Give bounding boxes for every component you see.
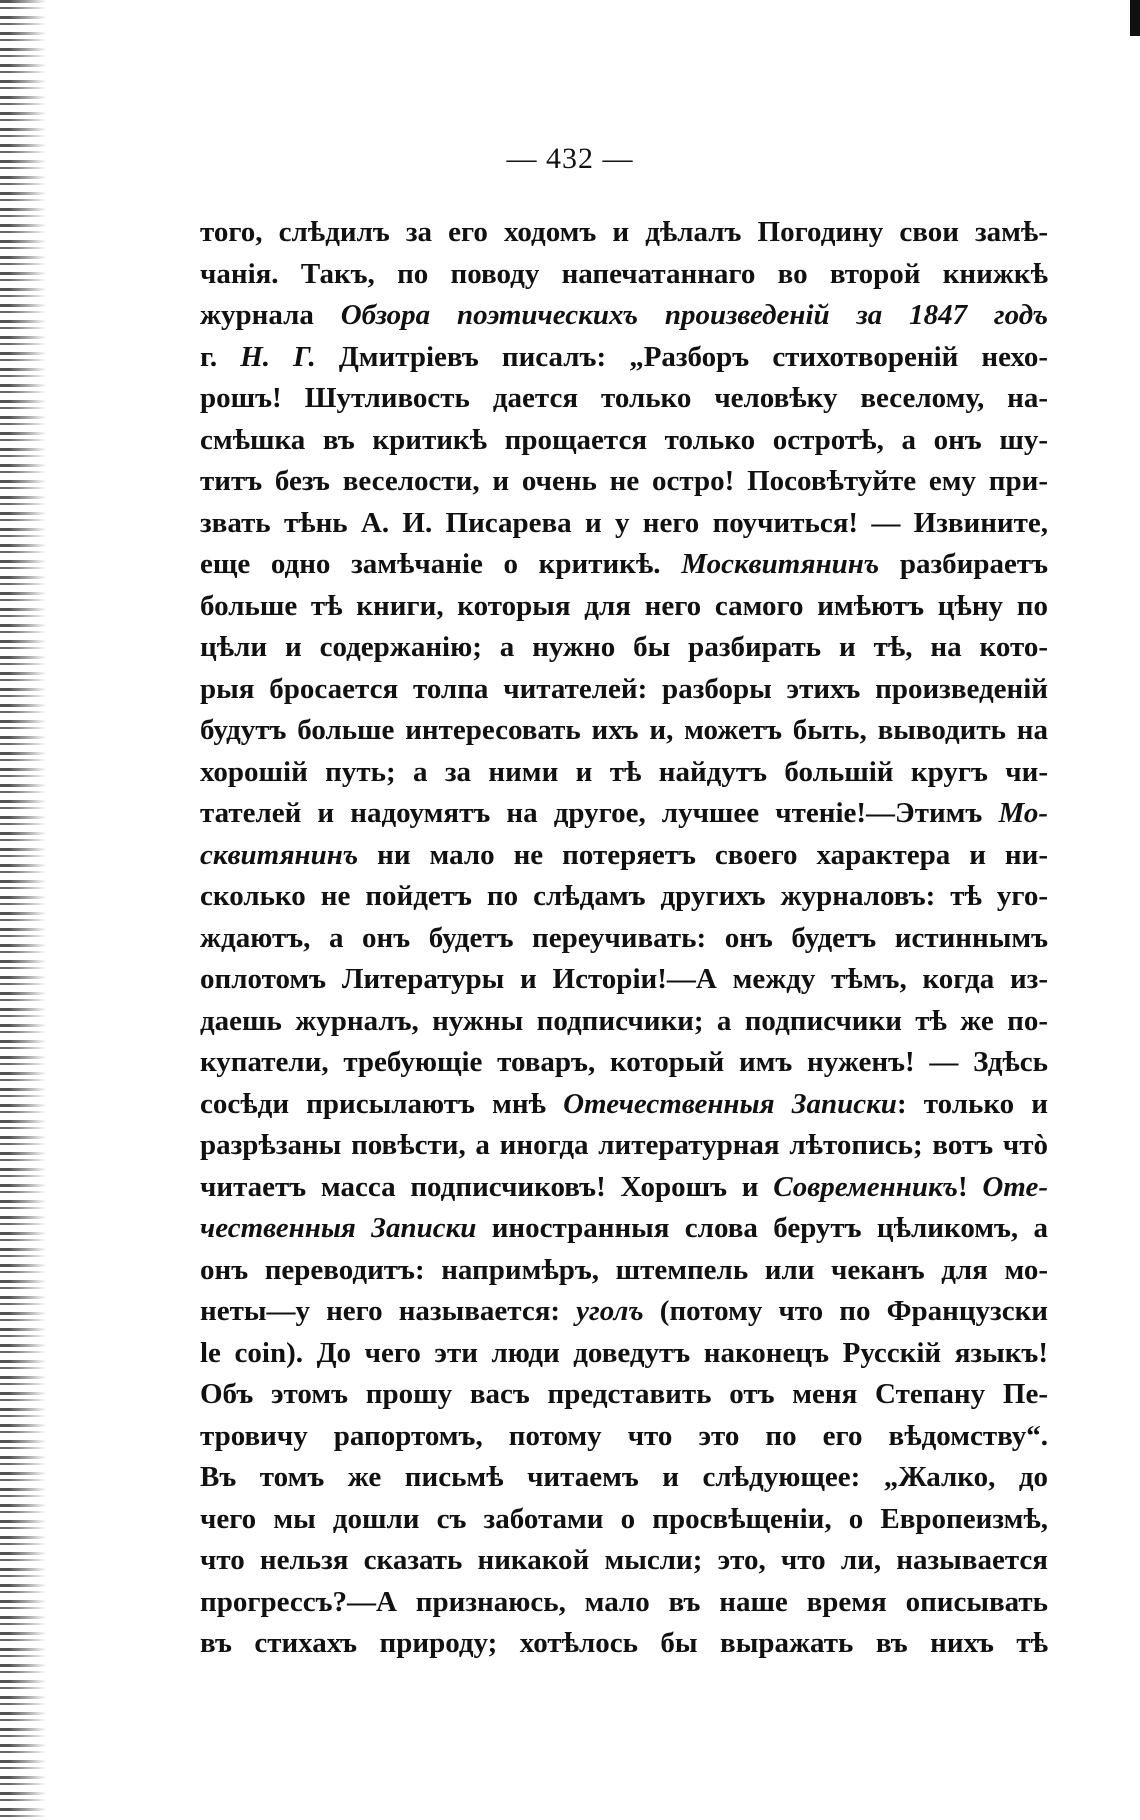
text-line [200, 959, 1048, 1001]
text-run: даешь журналъ, нужны подписчики; а подписчики тѣ же по- [200, 1004, 1048, 1037]
text-line [200, 876, 1048, 918]
text-run: что нельзя сказать никакой мысли; это, что ли, называется [200, 1544, 1048, 1576]
text-line [200, 918, 1048, 960]
scan-corner-mark [1130, 0, 1140, 36]
text-line [200, 1333, 1048, 1375]
text-run: смѣшка въ критикѣ прощается только остротѣ, а онъ шу- [200, 423, 1048, 456]
text-run: (потому что по Французски [643, 1295, 1048, 1327]
text-line [200, 1001, 1048, 1043]
text-line [200, 752, 1048, 794]
italic-run: чественныя Записки [200, 1212, 477, 1244]
text-run: купатели, требующіе товаръ, который имъ нуженъ! — Здѣсь [200, 1046, 1048, 1078]
text-run: хорошій путь; а за ними и тѣ найдутъ большій кругъ чи- [200, 755, 1048, 788]
italic-run: Н. Г. [240, 340, 316, 373]
text-run: рыя бросается толпа читателей: разборы этихъ произведеній [200, 672, 1048, 705]
text-line [200, 1125, 1048, 1167]
text-line [200, 1499, 1048, 1541]
text-line [200, 503, 1048, 545]
text-line [200, 1250, 1048, 1292]
text-run: : только и [896, 1087, 1048, 1120]
scan-binding-edge [0, 0, 46, 1820]
italic-run: Мо- [998, 797, 1048, 829]
text-line [200, 669, 1048, 711]
text-line [200, 378, 1048, 420]
text-line [200, 1042, 1048, 1084]
text-line [200, 212, 1048, 254]
italic-run: Обзора поэтическихъ произведеній за 1847 годъ [340, 299, 1048, 331]
italic-run: сквитянинъ [200, 838, 359, 871]
text-run: сосѣди присылаютъ мнѣ [200, 1087, 564, 1120]
text-run: разбираетъ [879, 548, 1048, 580]
text-run: тателей и надоумятъ на другое, лучшее чтеніе!—Этимъ [200, 797, 999, 829]
text-run: ждаютъ, а онъ будетъ переучивать: онъ будетъ истиннымъ [200, 921, 1048, 954]
text-line [200, 1208, 1048, 1250]
text-run: читаетъ масса подписчиковъ! Хорошъ и [200, 1170, 774, 1203]
italic-run: Современникъ [773, 1170, 958, 1203]
text-line [200, 254, 1048, 296]
text-run: иностранныя слова берутъ цѣликомъ, а [476, 1212, 1048, 1244]
italic-run: Москвитянинъ [681, 548, 880, 580]
italic-run: Отечественныя Записки [563, 1087, 897, 1120]
text-run: ни мало не потеряетъ своего характера и ни- [358, 838, 1048, 871]
text-run: г. [200, 340, 241, 373]
text-line [200, 337, 1048, 379]
text-line [200, 1374, 1048, 1416]
text-line [200, 461, 1048, 503]
text-run: будутъ больше интересовать ихъ и, можетъ быть, выводить на [200, 714, 1048, 746]
text-run: чего мы дошли съ заботами о просвѣщеніи, о Европеизмѣ, [200, 1502, 1048, 1535]
text-run: тровичу рапортомъ, потому что это по его вѣдомству“. [200, 1419, 1048, 1452]
text-line [200, 710, 1048, 752]
text-line [200, 1623, 1048, 1665]
page-number: — 432 — [506, 142, 634, 175]
text-line [200, 1291, 1048, 1333]
text-run: чанія. Такъ, по поводу напечатаннаго во второй книжкѣ [200, 257, 1048, 290]
text-line [200, 1582, 1048, 1624]
text-line [200, 627, 1048, 669]
text-run: ! [957, 1170, 983, 1203]
text-line [200, 1416, 1048, 1458]
text-run: Объ этомъ прошу васъ представить отъ меня Степану Пе- [200, 1378, 1048, 1410]
text-run: еще одно замѣчаніе о критикѣ. [200, 548, 682, 580]
text-run: Въ томъ же письмѣ читаемъ и слѣдующее: „Жалко, до [200, 1461, 1048, 1493]
text-line [200, 544, 1048, 586]
text-run: журнала [200, 299, 341, 331]
text-line [200, 1540, 1048, 1582]
text-line [200, 586, 1048, 628]
text-run: неты—у него называется: [200, 1295, 577, 1327]
text-line [200, 1167, 1048, 1209]
text-run: титъ безъ веселости, и очень не остро! Посовѣтуйте ему при- [200, 465, 1048, 497]
italic-run: Оте- [982, 1170, 1048, 1203]
text-line [200, 295, 1048, 337]
text-line [200, 1457, 1048, 1499]
text-run: рошъ! Шутливость дается только человѣку веселому, на- [200, 382, 1048, 414]
text-run: сколько не пойдетъ по слѣдамъ другихъ журналовъ: тѣ уго- [200, 880, 1048, 912]
text-run: оплотомъ Литературы и Исторіи!—А между тѣмъ, когда из- [200, 963, 1048, 995]
text-run: того, слѣдилъ за его ходомъ и дѣлалъ Погодину свои замѣ- [200, 216, 1048, 248]
text-line [200, 835, 1048, 877]
text-run: звать тѣнь А. И. Писарева и у него поучиться! — Извините, [200, 506, 1048, 539]
body-text [200, 212, 1048, 1665]
text-run: онъ переводитъ: напримѣръ, штемпель или чеканъ для мо- [200, 1253, 1048, 1286]
text-run: въ стихахъ природу; хотѣлось бы выражать въ нихъ тѣ [200, 1627, 1048, 1659]
text-line [200, 793, 1048, 835]
text-line [200, 420, 1048, 462]
text-run: Дмитріевъ писалъ: „Разборъ стихотвореній нехо- [315, 340, 1048, 373]
text-run: le coin). До чего эти люди доведутъ наконецъ Русскій языкъ! [200, 1336, 1048, 1369]
text-run: прогрессъ?—А признаюсь, мало въ наше время описывать [200, 1585, 1048, 1618]
text-line [200, 1084, 1048, 1126]
text-run: цѣли и содержанію; а нужно бы разбирать и тѣ, на кото- [200, 631, 1048, 663]
text-run: разрѣзаны повѣсти, а иногда литературная лѣтопись; вотъ чтò [200, 1129, 1048, 1161]
text-run: больше тѣ книги, которыя для него самого имѣютъ цѣну по [200, 589, 1048, 622]
italic-run: уголъ [576, 1295, 644, 1327]
